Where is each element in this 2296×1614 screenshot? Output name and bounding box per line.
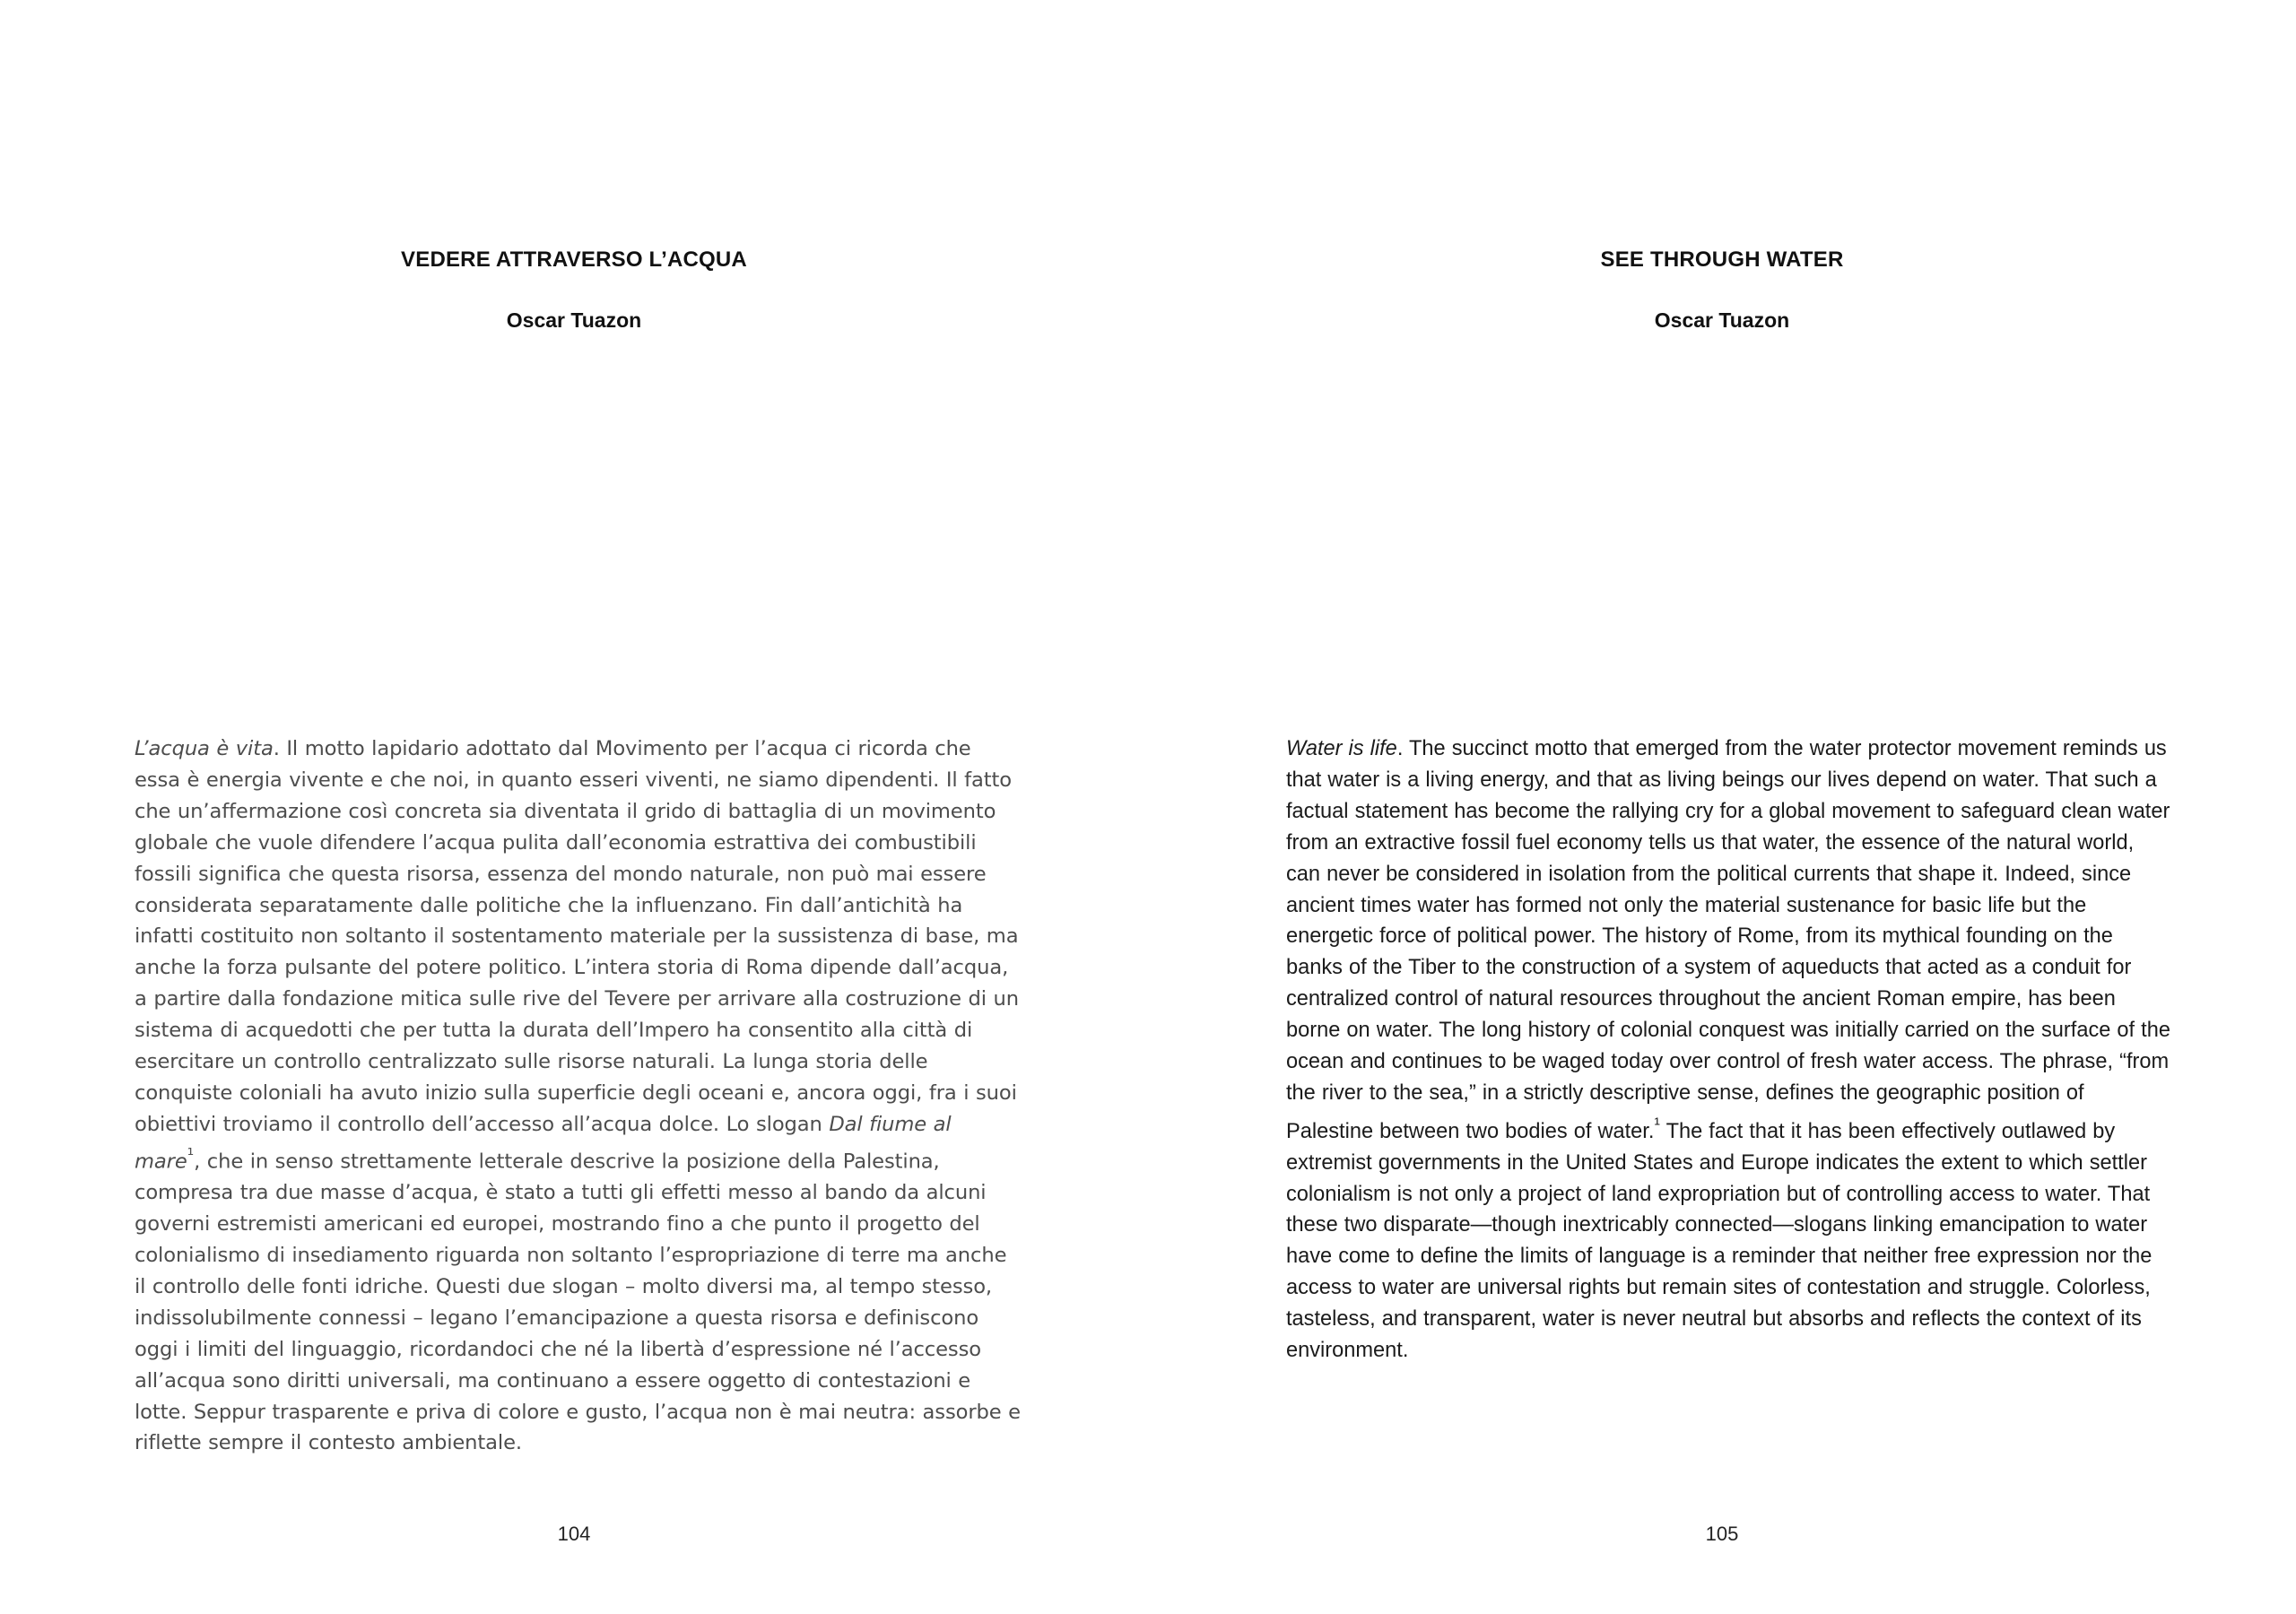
right-page: [1148, 0, 2296, 1614]
author-name: Oscar Tuazon: [506, 308, 642, 332]
page-number: 104: [557, 1523, 591, 1545]
body-lead-italic: Water is life: [1286, 737, 1397, 760]
body-paragraph: [135, 733, 1022, 1459]
body-text-part2: The fact that it has been effectively outlawed by extremist governments in the United States and Europe indicates the extent to which settler colonialism is not only a project of land expropriation but of controlling access to water. That these two disparate—though inextricably connected—slogans linking emancipation to water have come to define the limits of language is a reminder that neither free expression nor the access to water are universal rights but remain sites of contestation and struggle. Colorless, tasteless, and transparent, water is never neutral but absorbs and reflects the context of its environment.: [1286, 1119, 2152, 1363]
page-title: VEDERE ATTRAVERSO L’ACQUA: [401, 247, 747, 272]
body-paragraph: [1286, 733, 2174, 1367]
footnote-marker[interactable]: ¹: [187, 1145, 195, 1165]
author-name: Oscar Tuazon: [1654, 308, 1790, 332]
body-text-part2: , che in senso strettamente letterale descrive la posizione della Palestina, compresa tra due masse d’acqua, è stato a tutti gli effetti messo al bando da alcuni governi estremisti americani ed europei, mostrando fino a che punto il progetto del colonialismo di insediamento riguarda non soltanto l’espropriazione di terre ma anche il controllo delle fonti idriche. Questi due slogan – molto diversi ma, al tempo stesso, indissolubilmente connessi – legano l’emancipazione a questa risorsa e definiscono oggi i limiti del linguaggio, ricordandoci che né la libertà d’espressione né l’accesso all’acqua sono diritti universali, ma continuano a essere oggetto di contestazioni e lotte. Seppur trasparente e priva di colore e gusto, l’acqua non è mai neutra: assorbe e riflette sempre il contesto ambientale.: [135, 1150, 1021, 1455]
page-number: 105: [1705, 1523, 1739, 1545]
body-lead-italic: L’acqua è vita: [135, 737, 274, 760]
body-text-part1: . The succinct motto that emerged from the water protector movement reminds us that water is a living energy, and that as living beings our lives depend on water. That such a factual statement has become the rallying cry for a global movement to safeguard clean water from an extractive fossil fuel economy tells us that water, the essence of the natural world, can never be considered in isolation from the political currents that shape it. Indeed, since ancient times water has formed not only the material sustenance for basic life but the energetic force of political power. The history of Rome, from its mythical founding on the banks of the Tiber to the construction of a system of aqueducts that acted as a conduit for centralized control of natural resources throughout the ancient Roman empire, has been borne on water. The long history of colonial conquest was initially carried on the surface of the ocean and continues to be waged today over control of fresh water access. The phrase, “from the river to the sea,” in a strictly descriptive sense, defines the geographic position of Palestine between two bodies of water.: [1286, 737, 2170, 1143]
slogan-italic: Dal fiume al mare: [135, 1112, 952, 1174]
footnote-marker[interactable]: ¹: [1654, 1114, 1660, 1134]
page-title: SEE THROUGH WATER: [1600, 247, 1844, 272]
body-text-part1: . Il motto lapidario adottato dal Movimento per l’acqua ci ricorda che essa è energia vivente e che noi, in quanto esseri viventi, ne siamo dipendenti. Il fatto che un’affermazione così concreta sia diventata il grido di battaglia di un movimento globale che vuole difendere l’acqua pulita dall’economia estrattiva dei combustibili fossili significa che questa risorsa, essenza del mondo naturale, non può mai essere considerata separatamente dalle politiche che la influenzano. Fin dall’antichità ha infatti costituito non soltanto il sostentamento materiale per la sussistenza di base, ma anche la forza pulsante del potere politico. L’intera storia di Roma dipende dall’acqua, a partire dalla fondazione mitica sulle rive del Tevere per arrivare alla costruzione di un sistema di acquedotti che per tutta la durata dell’Impero ha consentito alla città di esercitare un controllo centralizzato sulle risorse naturali. La lunga storia delle conquiste coloniali ha avuto inizio sulla superficie degli oceani e, ancora oggi, fra i suoi obiettivi troviamo il controllo dell’accesso all’acqua dolce. Lo slogan: [135, 737, 1019, 1136]
